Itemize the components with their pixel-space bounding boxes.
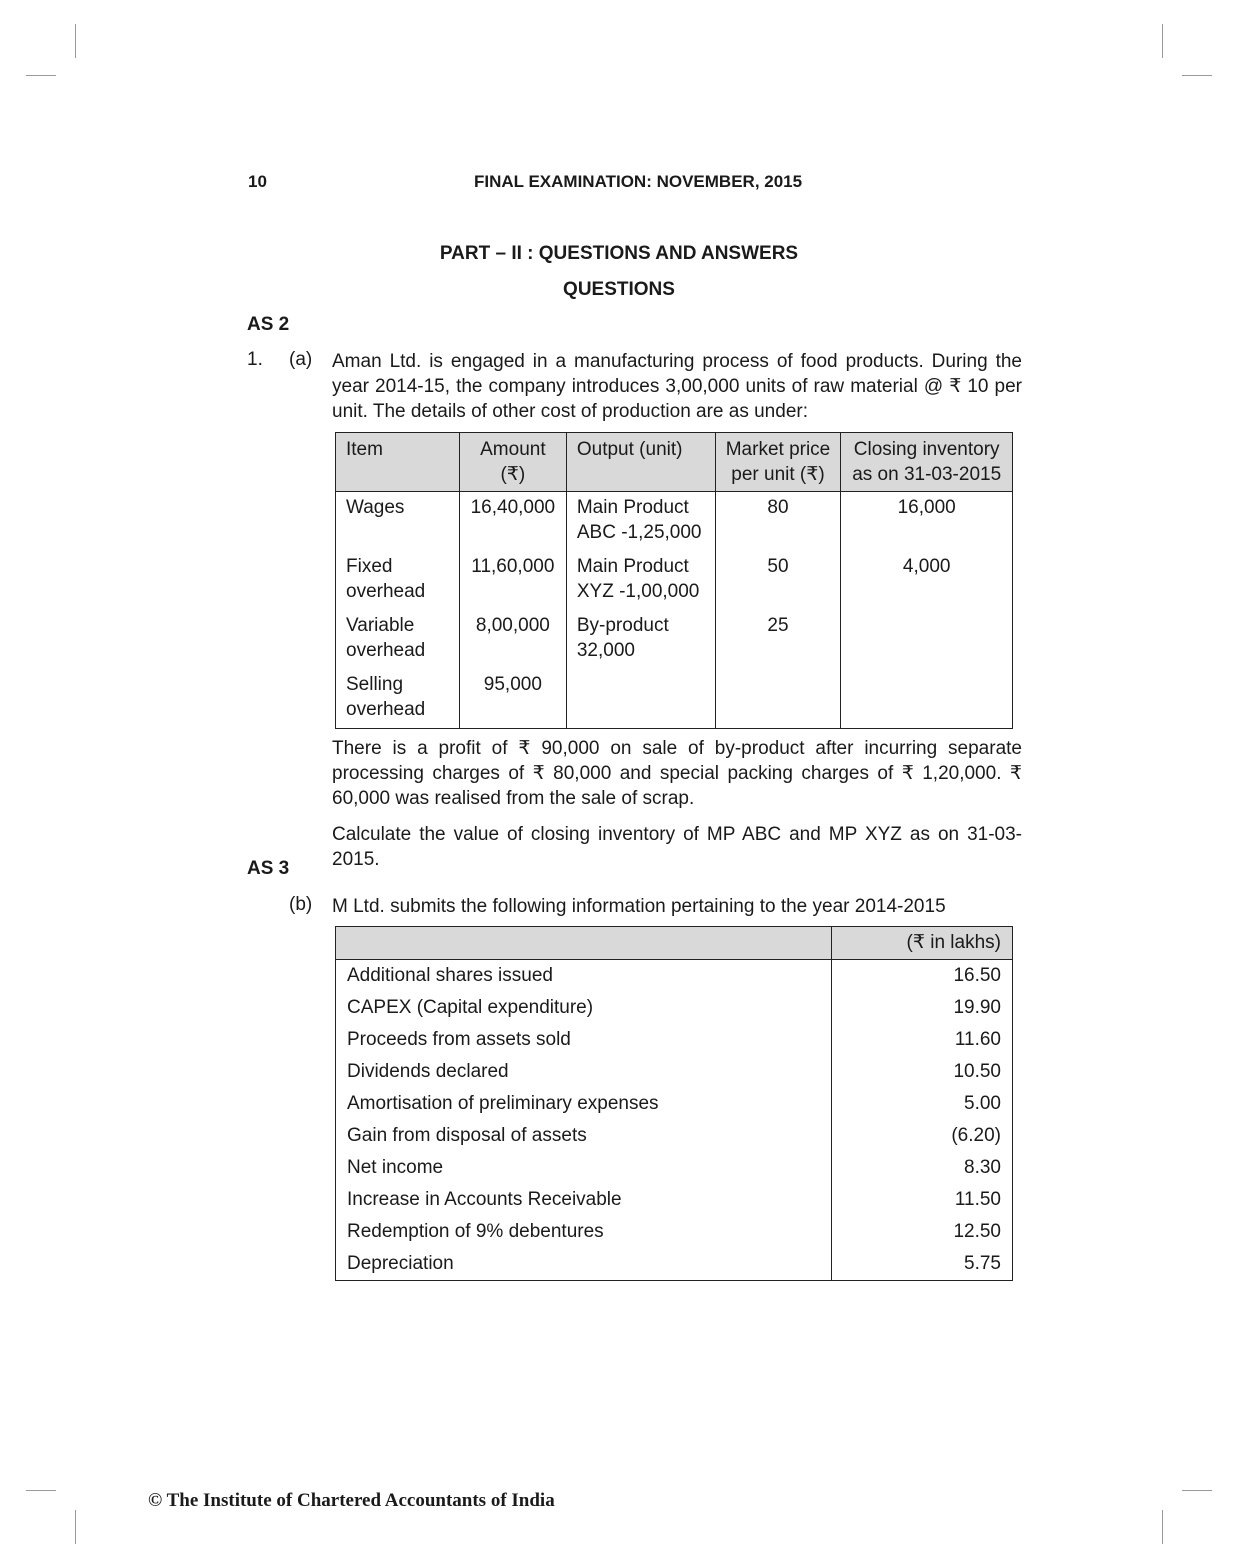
by-product-note: There is a profit of ₹ 90,000 on sale of by-product after incurring separate processing charges of ₹ 80,000 and special packing charges of ₹ 1,20,000. ₹ 60,000 was realised from the sale of scrap. [332,738,1022,809]
price-cell: 25 [715,610,841,669]
row-value: 12.50 [832,1216,1013,1248]
row-label: CAPEX (Capital expenditure) [336,992,832,1024]
crop-mark [26,1490,56,1491]
table-row [336,1056,1013,1088]
blank-header-cell [336,927,832,960]
row-value: 5.00 [832,1088,1013,1120]
question-number: 1. [247,349,263,370]
row-label: Amortisation of preliminary expenses [336,1088,832,1120]
column-header: Output (unit) [566,433,715,492]
table-row [336,1024,1013,1056]
output-cell: By-product 32,000 [566,610,715,669]
amount-cell: 95,000 [459,669,566,729]
row-value: (6.20) [832,1120,1013,1152]
column-header: Market price per unit (₹) [715,433,841,492]
row-value: 11.60 [832,1024,1013,1056]
questions-title: QUESTIONS [563,279,675,300]
row-label: Increase in Accounts Receivable [336,1184,832,1216]
table-row [336,1120,1013,1152]
question-1b-intro: M Ltd. submits the following information pertaining to the year 2014-2015 [332,896,946,917]
table-row [336,492,1013,552]
unit-header: (₹ in lakhs) [832,927,1013,960]
row-label: Dividends declared [336,1056,832,1088]
row-value: 10.50 [832,1056,1013,1088]
crop-mark [1182,1490,1212,1491]
crop-mark [1162,24,1163,58]
column-header: Closing inventory as on 31-03-2015 [841,433,1013,492]
question-1a-intro: Aman Ltd. is engaged in a manufacturing process of food products. During the year 2014-15, the company introduces 3,00,000 units of raw material @ ₹ 10 per unit. The details of other cost of production are as under: [332,351,1022,422]
table-header-row [336,433,1013,492]
table-row [336,1184,1013,1216]
item-cell: Variable overhead [336,610,460,669]
row-label: Proceeds from assets sold [336,1024,832,1056]
table-row [336,551,1013,610]
item-cell: Fixed overhead [336,551,460,610]
closing-cell: 16,000 [841,492,1013,552]
closing-cell [841,669,1013,729]
output-cell: Main Product XYZ -1,00,000 [566,551,715,610]
table-header-row [336,927,1013,960]
row-label: Additional shares issued [336,960,832,993]
cash-flow-info-table [335,926,1013,1281]
section-label-as2: AS 2 [247,314,290,335]
exam-title: FINAL EXAMINATION: NOVEMBER, 2015 [474,172,803,191]
price-cell: 50 [715,551,841,610]
column-header: Item [336,433,460,492]
row-label: Redemption of 9% debentures [336,1216,832,1248]
copyright-footer: © The Institute of Chartered Accountants of India [148,1490,555,1511]
crop-mark [1182,75,1212,76]
amount-cell: 11,60,000 [459,551,566,610]
page-number: 10 [248,172,267,191]
production-cost-table [335,432,1013,729]
question-1a-task: Calculate the value of closing inventory of MP ABC and MP XYZ as on 31-03-2015. [332,824,1022,870]
row-value: 5.75 [832,1248,1013,1281]
row-label: Net income [336,1152,832,1184]
sub-question-label-a: (a) [289,349,313,370]
price-cell: 80 [715,492,841,552]
table-row [336,992,1013,1024]
row-value: 8.30 [832,1152,1013,1184]
crop-mark [75,24,76,58]
closing-cell [841,610,1013,669]
item-cell: Wages [336,492,460,552]
column-header: Amount (₹) [459,433,566,492]
table-row [336,1248,1013,1281]
row-label: Depreciation [336,1248,832,1281]
part-title: PART – II : QUESTIONS AND ANSWERS [439,243,799,264]
crop-mark [26,75,56,76]
item-cell: Selling overhead [336,669,460,729]
table-row [336,1152,1013,1184]
amount-cell: 8,00,000 [459,610,566,669]
row-value: 11.50 [832,1184,1013,1216]
row-value: 19.90 [832,992,1013,1024]
row-value: 16.50 [832,960,1013,993]
table-row [336,1088,1013,1120]
output-cell [566,669,715,729]
crop-mark [1162,1510,1163,1544]
price-cell [715,669,841,729]
table-row [336,610,1013,669]
closing-cell: 4,000 [841,551,1013,610]
section-label-as3: AS 3 [247,858,290,879]
table-row [336,960,1013,993]
output-cell: Main Product ABC -1,25,000 [566,492,715,552]
amount-cell: 16,40,000 [459,492,566,552]
row-label: Gain from disposal of assets [336,1120,832,1152]
table-row [336,669,1013,729]
crop-mark [75,1510,76,1544]
sub-question-label-b: (b) [289,894,313,915]
table-row [336,1216,1013,1248]
